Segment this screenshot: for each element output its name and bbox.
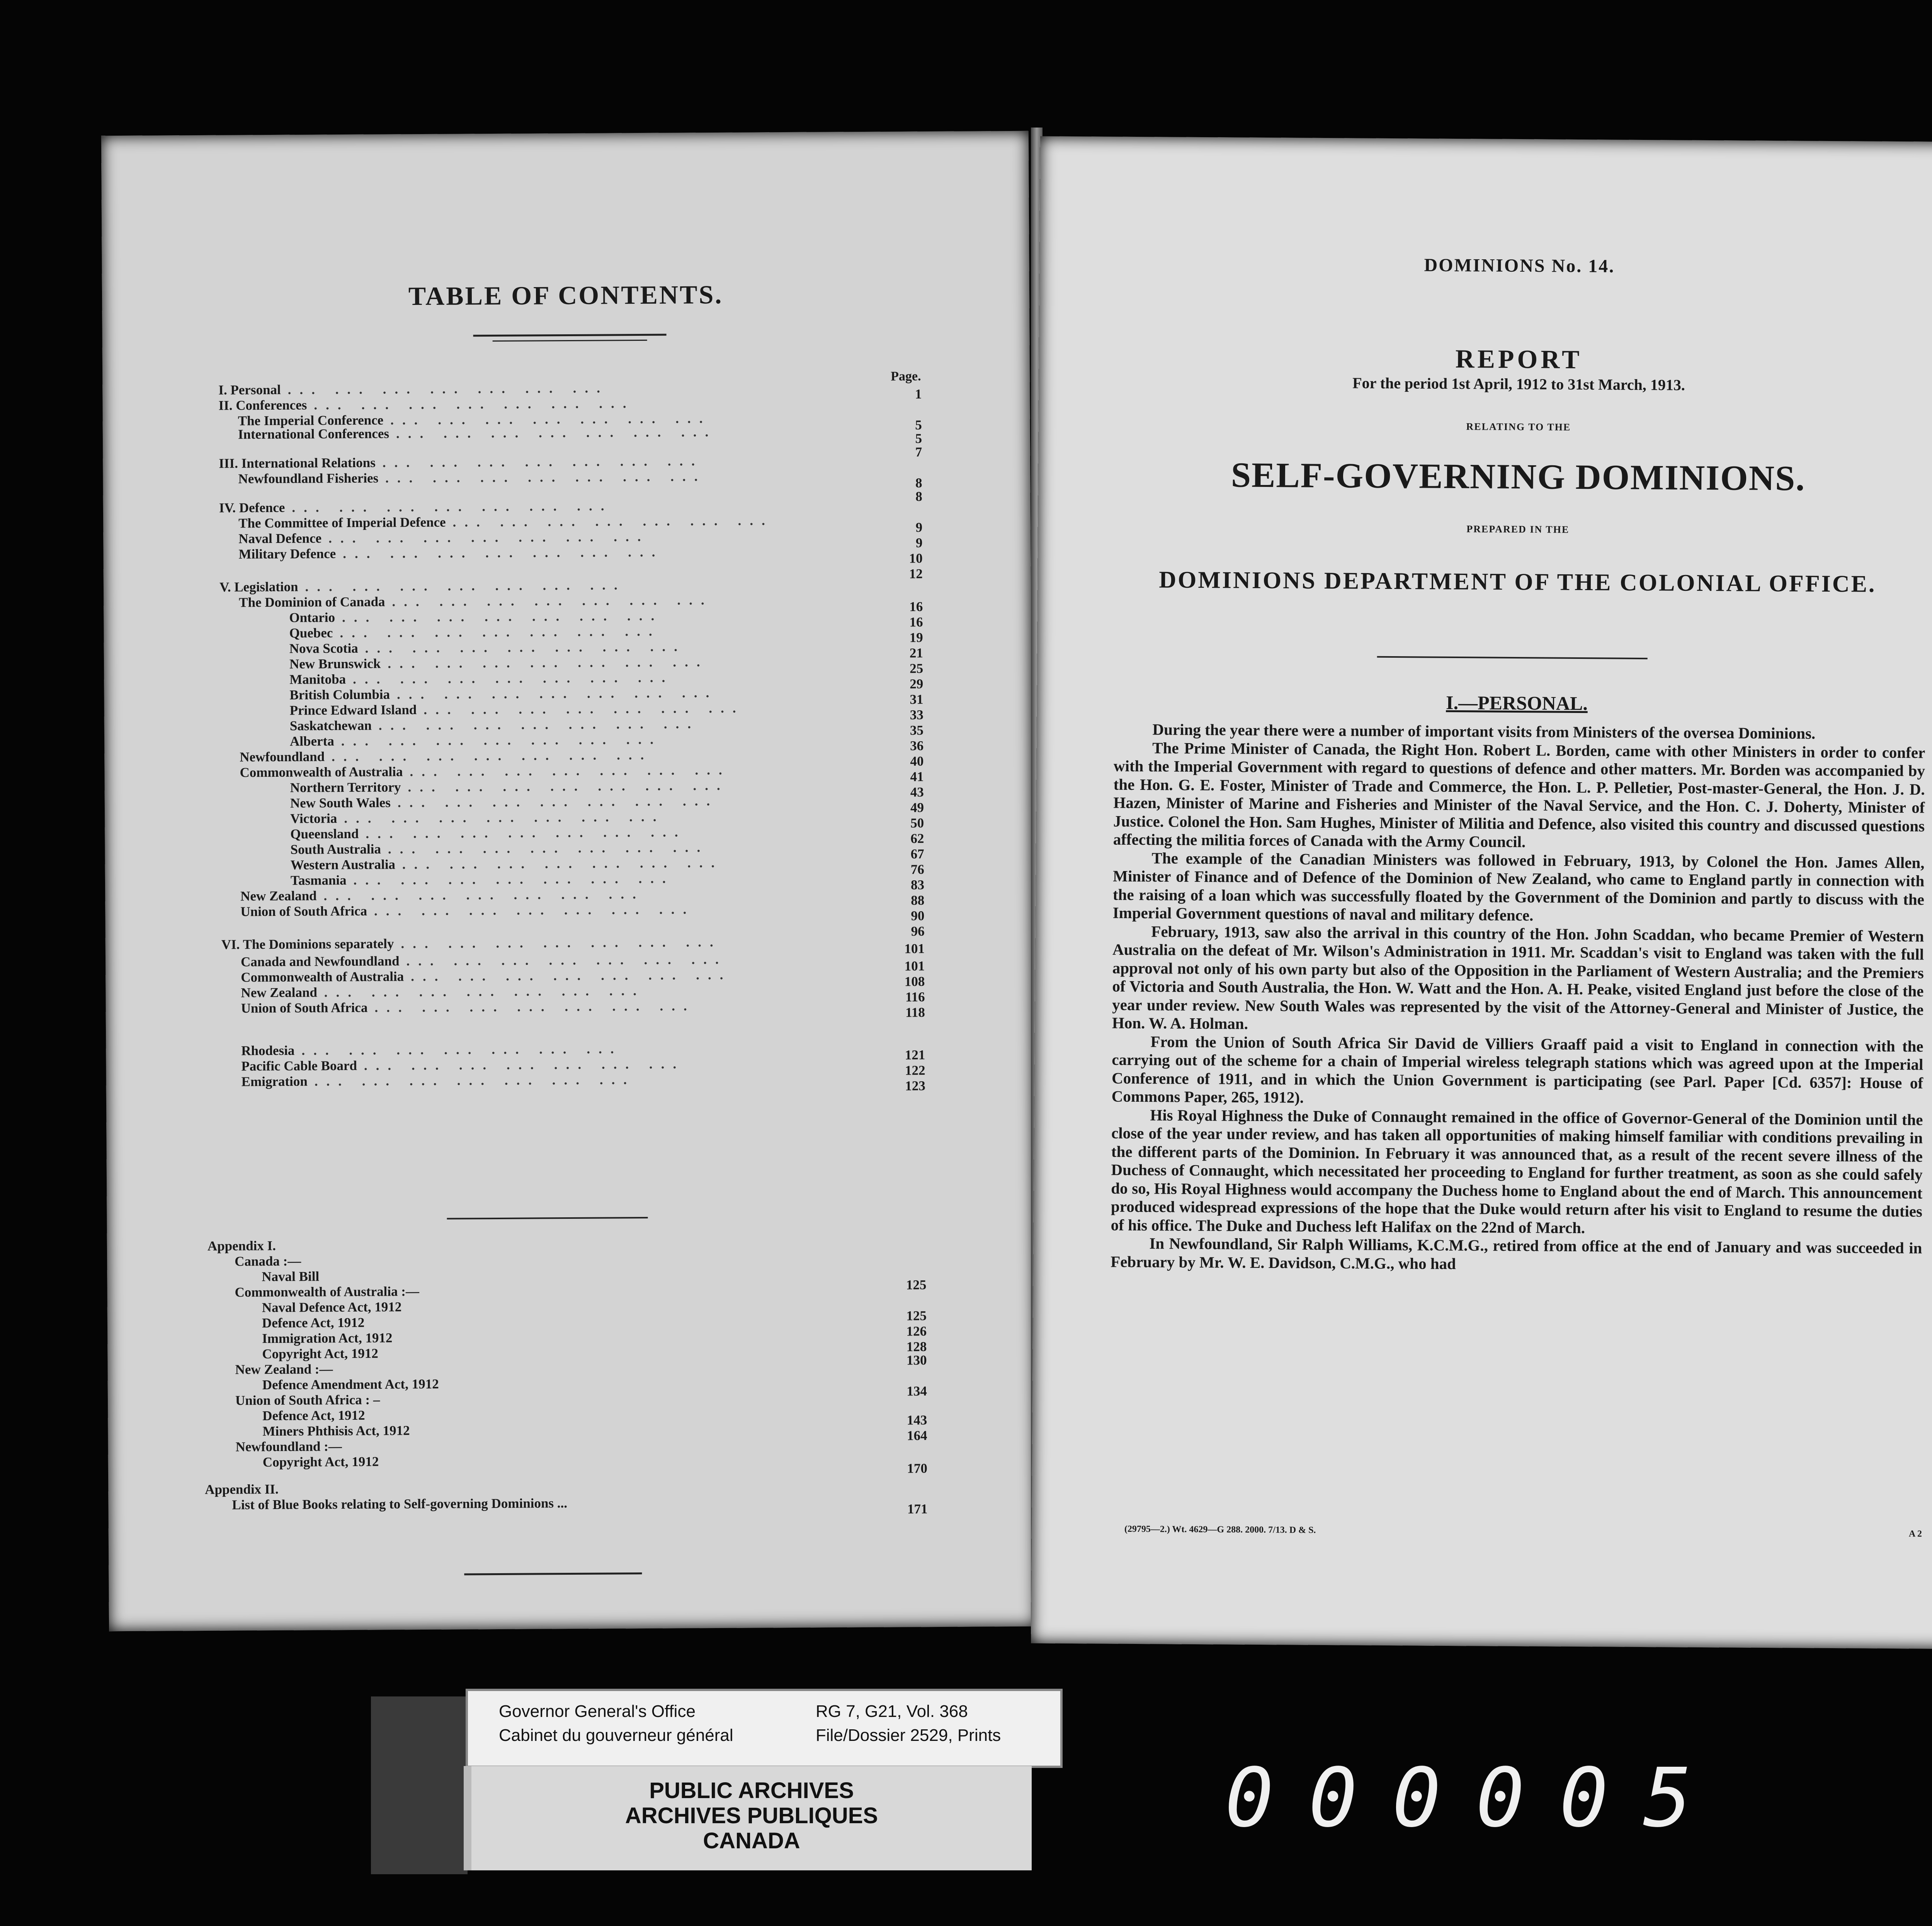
paragraph: In Newfoundland, Sir Ralph Williams, K.C.M.G., retired from office at the end of January and was succeeded in February by Mr. W. E. Davidson, C.M.G., who had — [1111, 1234, 1922, 1273]
toc-entry — [241, 1041, 622, 1058]
toc-entry — [289, 639, 686, 656]
toc-leader-dots: ... ... ... ... ... ... ... — [341, 732, 662, 749]
record-group: RG 7, G21, Vol. 368 — [816, 1702, 968, 1721]
toc-page-number: 25 — [910, 661, 923, 676]
toc-entry-label: The Dominion of Canada — [239, 594, 385, 610]
toc-entry — [240, 886, 645, 904]
appendix-page-number: 125 — [906, 1277, 927, 1293]
toc-entry — [290, 793, 718, 811]
toc-page-number: 62 — [910, 831, 924, 846]
toc-leader-dots: ... ... ... ... ... ... ... — [314, 1072, 636, 1089]
toc-entry-label: Tasmania — [290, 873, 347, 888]
paragraph: The Prime Minister of Canada, the Right Hon. Robert L. Borden, came with other Ministers in order to confer with the Imperial Government with regard to questions of defence and other matters. Mr. Borden was accompanied by the Hon. G. E. Foster, Minister of Trade and Commerce, the Hon. L. P. Pelletier, Post-master-General, the Hon. J. D. Hazen, Minister of Marine and Fisheries and Minister of the Naval Service, and the Hon. C. J. Doherty, Minister of Justice. Colonel the Hon. Sam Hughes, Minister of Militia and Defence, also visited this country and discussed questions affecting the militia forces of Canada with the Army Council. — [1113, 738, 1925, 851]
toc-entry — [238, 544, 663, 562]
toc-entry — [291, 871, 674, 888]
paragraph: February, 1913, saw also the arrival in this country of the Hon. John Scaddan, who became Premier of Western Australia on the defeat of Mr. Wilson's Administration in 1911. Mr. Scaddan's visit to England was taken with the full approval not only of his own party but also of the Opposition in the Parliament of Western Australia; and the Premiers of Victoria and South Australia, the Hon. W. Watt and the Hon. A. H. Peake, visited England just before the close of the year under review. New South Wales was represented by the visit of the Attorney-General and Minister of Justice, the Hon. W. A. Holman. — [1112, 922, 1924, 1033]
toc-entry — [241, 967, 731, 985]
toc-page-number: 123 — [905, 1078, 925, 1094]
toc-entry — [221, 934, 722, 953]
toc-leader-dots: ... ... ... ... ... ... ... — [340, 623, 661, 641]
toc-entry — [291, 855, 723, 873]
appendix-title: Appendix II. — [205, 1481, 279, 1497]
right-page-report — [1031, 136, 1932, 1649]
appendix-entry: List of Blue Books relating to Self-governing Dominions ... — [232, 1496, 568, 1513]
appendix-page-number: 143 — [906, 1412, 927, 1428]
toc-page-number: 21 — [909, 645, 923, 661]
toc-entry — [238, 513, 774, 531]
toc-entry-label: Commonwealth of Australia — [241, 969, 404, 985]
toc-entry-label: Union of South Africa — [241, 1000, 368, 1016]
toc-page-number: 36 — [910, 738, 924, 754]
appendix-entry: Canada :— — [235, 1253, 301, 1269]
toc-entry — [289, 685, 718, 703]
toc-entry-label: II. Conferences — [218, 397, 307, 413]
toc-entry — [241, 983, 645, 1000]
toc-leader-dots: ... ... ... ... ... ... ... — [390, 411, 711, 428]
toc-page-number: 12 — [909, 566, 923, 582]
film-tab — [371, 1696, 468, 1874]
toc-entry — [238, 469, 706, 487]
toc-leader-dots: ... ... ... ... ... ... ... — [406, 951, 727, 969]
toc-entry — [290, 716, 699, 734]
paragraph: His Royal Highness the Duke of Connaught remained in the office of Governor-General of the Dominion until the close of the year under review, and has taken all opportunities of making himself familiar with conditions prevailing in the different parts of the Dominion. In February it was announced that, as a result of the recent severe illness of the Duchess of Connaught, which necessitated her proceeding to England for further treatment, as soon as she could safely do so, His Royal Highness would accompany the Duchess home to England about the end of March. This announcement produced widespread expressions of the hope that the Duke would return after his visit to England to resume the duties of his office. The Duke and Duchess left Halifax on the 22nd of March. — [1111, 1106, 1923, 1237]
toc-entry-label: Newfoundland Fisheries — [238, 470, 379, 487]
toc-page-column-header: Page. — [891, 369, 921, 384]
heading-rule — [1377, 656, 1648, 659]
toc-entry-label: IV. Defence — [219, 500, 285, 516]
toc-page-number: 8 — [915, 475, 922, 491]
toc-entry — [290, 840, 709, 858]
toc-entry-label: Nova Scotia — [289, 640, 358, 656]
toc-entry-label: Commonwealth of Australia — [240, 764, 403, 780]
archives-english: PUBLIC ARCHIVES — [649, 1778, 854, 1803]
toc-page-number: 49 — [910, 800, 924, 815]
toc-entry-label: Victoria — [290, 811, 337, 826]
toc-page-number: 9 — [915, 535, 923, 551]
appendix-entry: Defence Act, 1912 — [262, 1407, 365, 1424]
toc-leader-dots: ... ... ... ... ... ... ... — [328, 529, 650, 546]
toc-entry-label: New Zealand — [241, 985, 317, 1000]
appendix-page-number: 130 — [906, 1353, 927, 1368]
printer-code: (29795—2.) Wt. 4629—G 288. 2000. 7/13. D & S. — [1124, 1524, 1316, 1535]
toc-page-number: 8 — [915, 489, 922, 504]
toc-page-number: 19 — [909, 630, 923, 645]
toc-entry — [289, 608, 663, 626]
toc-entry-label: Rhodesia — [241, 1043, 295, 1058]
toc-entry — [242, 1072, 636, 1089]
toc-leader-dots: ... ... ... ... ... ... ... — [396, 424, 717, 441]
toc-entry-label: Naval Defence — [238, 531, 322, 546]
archives-stamp — [464, 1766, 1032, 1870]
toc-entry — [289, 670, 673, 687]
toc-entry-label: Ontario — [289, 610, 335, 625]
toc-leader-dots: ... ... ... ... ... ... ... — [374, 998, 696, 1015]
toc-leader-dots: ... ... ... ... ... ... ... — [378, 716, 700, 733]
report-title: SELF-GOVERNING DOMINIONS. — [1231, 455, 1806, 498]
toc-entry-label: Alberta — [289, 733, 334, 749]
toc-entry-label: I. Personal — [218, 382, 281, 398]
toc-entry — [290, 778, 729, 796]
toc-entry — [218, 380, 609, 398]
archive-reference-label — [466, 1689, 1063, 1768]
toc-page-number: 7 — [915, 444, 922, 460]
toc-page-number: 35 — [910, 723, 924, 738]
toc-entry-label: Saskatchewan — [289, 718, 372, 733]
toc-page-number: 5 — [915, 417, 922, 433]
toc-page-number: 1 — [915, 386, 922, 402]
toc-entry-label: Union of South Africa — [240, 903, 367, 919]
toc-entry-label: The Committee of Imperial Defence — [238, 514, 446, 531]
toc-page-number: 121 — [905, 1047, 925, 1063]
section-heading: I.—PERSONAL. — [1446, 691, 1588, 715]
toc-leader-dots: ... ... ... ... ... ... ... — [382, 453, 704, 470]
toc-entry-label: British Columbia — [289, 687, 390, 703]
toc-leader-dots: ... ... ... ... ... ... ... — [374, 902, 695, 919]
appendix-entry: Union of South Africa : – — [235, 1392, 380, 1408]
toc-leader-dots: ... ... ... ... ... ... ... — [301, 1041, 622, 1058]
appendix-entry: Defence Act, 1912 — [262, 1315, 365, 1331]
appendix-entry: Naval Defence Act, 1912 — [262, 1299, 402, 1315]
toc-page-number: 76 — [910, 862, 924, 877]
appendix-entry: Naval Bill — [262, 1269, 320, 1285]
toc-title: TABLE OF CONTENTS. — [408, 279, 723, 311]
toc-entry-label: Quebec — [289, 625, 333, 641]
toc-entry — [289, 624, 661, 641]
appendix-page-number: 126 — [906, 1324, 927, 1339]
toc-entry-label: New Brunswick — [289, 656, 381, 672]
toc-page-number: 116 — [905, 989, 925, 1005]
toc-entry-label: The Imperial Conference — [238, 412, 384, 429]
toc-page-number: 10 — [909, 551, 923, 566]
toc-entry — [238, 424, 717, 442]
toc-entry-label: Prince Edward Island — [289, 702, 417, 718]
toc-leader-dots: ... ... ... ... ... ... ... — [402, 855, 723, 872]
toc-entry — [241, 998, 696, 1016]
appendix-entry: Copyright Act, 1912 — [262, 1346, 378, 1362]
toc-entry-label: VI. The Dominions separately — [221, 936, 394, 952]
report-body — [1111, 720, 1925, 1276]
appendix-page-number: 125 — [906, 1308, 927, 1324]
toc-leader-dots: ... ... ... ... ... ... ... — [401, 934, 722, 951]
paragraph: During the year there were a number of important visits from Ministers of the oversea Dominions. — [1152, 720, 1816, 742]
appendix-title: Appendix I. — [207, 1238, 276, 1254]
toc-leader-dots: ... ... ... ... ... ... ... — [343, 544, 664, 561]
left-page-toc — [101, 131, 1036, 1632]
paragraph: The example of the Canadian Ministers was followed in February, 1913, by Colonel the Hon. James Allen, Minister of Finance and of Defence of the Dominion of New Zealand, who came to England partly in connection with the raising of a loan which was successfully floated by the Government of the Dominion and partly to discuss with the Imperial Government questions of naval and military defence. — [1112, 849, 1925, 924]
toc-leader-dots: ... ... ... ... ... ... ... — [287, 380, 609, 397]
toc-entry-label: International Conferences — [238, 426, 389, 442]
report-heading: REPORT — [1455, 344, 1583, 374]
toc-leader-dots: ... ... ... ... ... ... ... — [342, 608, 663, 625]
toc-page-number: 33 — [910, 707, 923, 723]
appendix-page-number: 170 — [907, 1461, 928, 1476]
toc-entry — [240, 762, 730, 781]
toc-entry-label: Western Australia — [290, 857, 396, 873]
toc-page-number: 122 — [905, 1063, 925, 1078]
toc-leader-dots: ... ... ... ... ... ... ... — [353, 670, 674, 687]
office-french: Cabinet du gouverneur général — [499, 1726, 733, 1745]
toc-page-number: 31 — [910, 692, 923, 707]
toc-entry — [241, 1056, 685, 1074]
toc-page-number: 40 — [910, 754, 924, 769]
toc-leader-dots: ... ... ... ... ... ... ... — [314, 396, 635, 413]
toc-entry — [240, 747, 652, 765]
office-english: Governor General's Office — [499, 1702, 696, 1721]
toc-leader-dots: ... ... ... ... ... ... ... — [397, 793, 719, 810]
toc-entry — [219, 453, 703, 471]
toc-page-number: 101 — [904, 941, 925, 956]
toc-leader-dots: ... ... ... ... ... ... ... — [305, 577, 626, 594]
appendix-entry: Copyright Act, 1912 — [262, 1454, 379, 1470]
toc-entry-label: Manitoba — [289, 672, 346, 687]
toc-entry — [238, 529, 649, 547]
toc-list — [101, 131, 1036, 1632]
appendix-entry: Defence Amendment Act, 1912 — [262, 1376, 439, 1393]
appendix-entry: Newfoundland :— — [235, 1439, 342, 1455]
toc-leader-dots: ... ... ... ... ... ... ... — [364, 1056, 685, 1073]
toc-entry-label: V. Legislation — [219, 579, 298, 595]
toc-page-number: 88 — [911, 893, 925, 908]
toc-page-number: 29 — [910, 676, 923, 692]
appendix-page-number: 134 — [906, 1383, 927, 1399]
toc-entry-label: New South Wales — [290, 795, 391, 811]
toc-leader-dots: ... ... ... ... ... ... ... — [365, 639, 686, 656]
toc-entry-label: Newfoundland — [240, 749, 325, 765]
toc-page-number: 108 — [904, 974, 925, 989]
toc-leader-dots: ... ... ... ... ... ... ... — [452, 513, 774, 530]
toc-page-number: 43 — [910, 784, 924, 800]
toc-entry-label: Canada and Newfoundland — [240, 953, 400, 970]
archives-country: CANADA — [703, 1828, 800, 1853]
file-dossier: File/Dossier 2529, Prints — [816, 1726, 1001, 1745]
toc-leader-dots: ... ... ... ... ... ... ... — [324, 983, 645, 1000]
appendix-entry: Miners Phthisis Act, 1912 — [262, 1423, 410, 1439]
signature-mark: A 2 — [1908, 1529, 1922, 1539]
archives-french: ARCHIVES PUBLIQUES — [625, 1803, 878, 1828]
toc-page-number: 16 — [909, 614, 923, 630]
toc-page-number: 67 — [910, 846, 924, 862]
toc-page-number: 83 — [910, 877, 925, 893]
toc-entry — [219, 577, 626, 595]
toc-entry-label: New Zealand — [240, 888, 317, 904]
appendix-page-number: 164 — [906, 1428, 927, 1443]
toc-leader-dots: ... ... ... ... ... ... ... — [323, 886, 645, 903]
toc-entry-label: III. International Relations — [219, 455, 376, 471]
toc-page-number: 50 — [910, 815, 924, 831]
toc-page-number: 96 — [911, 924, 925, 939]
toc-entry — [218, 396, 634, 413]
toc-page-number: 101 — [904, 958, 925, 974]
toc-entry — [241, 952, 727, 970]
toc-leader-dots: ... ... ... ... ... ... ... — [410, 762, 731, 779]
appendix-entry: Commonwealth of Australia :— — [235, 1284, 419, 1300]
toc-entry — [219, 498, 613, 516]
toc-entry — [240, 902, 695, 919]
toc-leader-dots: ... ... ... ... ... ... ... — [408, 778, 729, 795]
toc-leader-dots: ... ... ... ... ... ... ... — [388, 654, 709, 671]
toc-leader-dots: ... ... ... ... ... ... ... — [366, 824, 687, 841]
toc-page-number: 90 — [911, 908, 925, 924]
relating-line: RELATING TO THE — [1466, 421, 1571, 433]
toc-leader-dots: ... ... ... ... ... ... ... — [344, 809, 665, 826]
toc-entry — [290, 732, 662, 749]
frame-number: 000005 — [1225, 1751, 1727, 1845]
toc-leader-dots: ... ... ... ... ... ... ... — [411, 967, 732, 984]
toc-page-number: 5 — [915, 431, 922, 446]
toc-leader-dots: ... ... ... ... ... ... ... — [388, 840, 709, 857]
toc-leader-dots: ... ... ... ... ... ... ... — [423, 700, 745, 717]
toc-entry-label: South Australia — [290, 841, 381, 857]
prepared-line: PREPARED IN THE — [1466, 523, 1570, 535]
toc-entry — [289, 654, 709, 672]
toc-leader-dots: ... ... ... ... ... ... ... — [397, 685, 718, 702]
toc-page-number: 9 — [915, 520, 923, 535]
appendix-page-number: 128 — [906, 1339, 927, 1354]
toc-entry — [290, 824, 686, 842]
toc-page-number: 16 — [909, 599, 923, 614]
toc-page-number: 118 — [905, 1005, 925, 1020]
toc-entry-label: Pacific Cable Board — [241, 1058, 357, 1074]
department-name: DOMINIONS DEPARTMENT OF THE COLONIAL OFFICE. — [1159, 567, 1876, 597]
toc-entry — [239, 592, 713, 610]
paragraph: From the Union of South Africa Sir David de Villiers Graaff paid a visit to England in connection with the carrying out of the scheme for a chain of Imperial wireless telegraph stations which was agreed upon at the Imperial Conference of 1911, and in which the Union Government is participating (see Parl. Paper [Cd. 6357]: House of Commons Paper, 265, 1912). — [1111, 1032, 1923, 1106]
toc-leader-dots: ... ... ... ... ... ... ... — [392, 592, 713, 609]
report-period: For the period 1st April, 1912 to 31st March, 1913. — [1352, 374, 1685, 394]
toc-page-number: 41 — [910, 769, 924, 784]
toc-entry-label: Queensland — [290, 826, 359, 842]
appendix-entry: Immigration Act, 1912 — [262, 1330, 393, 1346]
toc-leader-dots: ... ... ... ... ... ... ... — [385, 469, 706, 486]
toc-entry — [290, 701, 745, 718]
toc-entry — [290, 809, 665, 827]
series-number: DOMINIONS No. 14. — [1424, 255, 1615, 277]
toc-leader-dots: ... ... ... ... ... ... ... — [353, 871, 674, 888]
appendix-page-number: 171 — [907, 1501, 928, 1517]
toc-entry-label: Emigration — [241, 1074, 308, 1089]
toc-leader-dots: ... ... ... ... ... ... ... — [292, 498, 613, 515]
toc-entry-label: Military Defence — [238, 546, 336, 562]
toc-leader-dots: ... ... ... ... ... ... ... — [331, 747, 653, 764]
appendix-entry: New Zealand :— — [235, 1361, 333, 1377]
toc-entry-label: Northern Territory — [290, 779, 401, 795]
